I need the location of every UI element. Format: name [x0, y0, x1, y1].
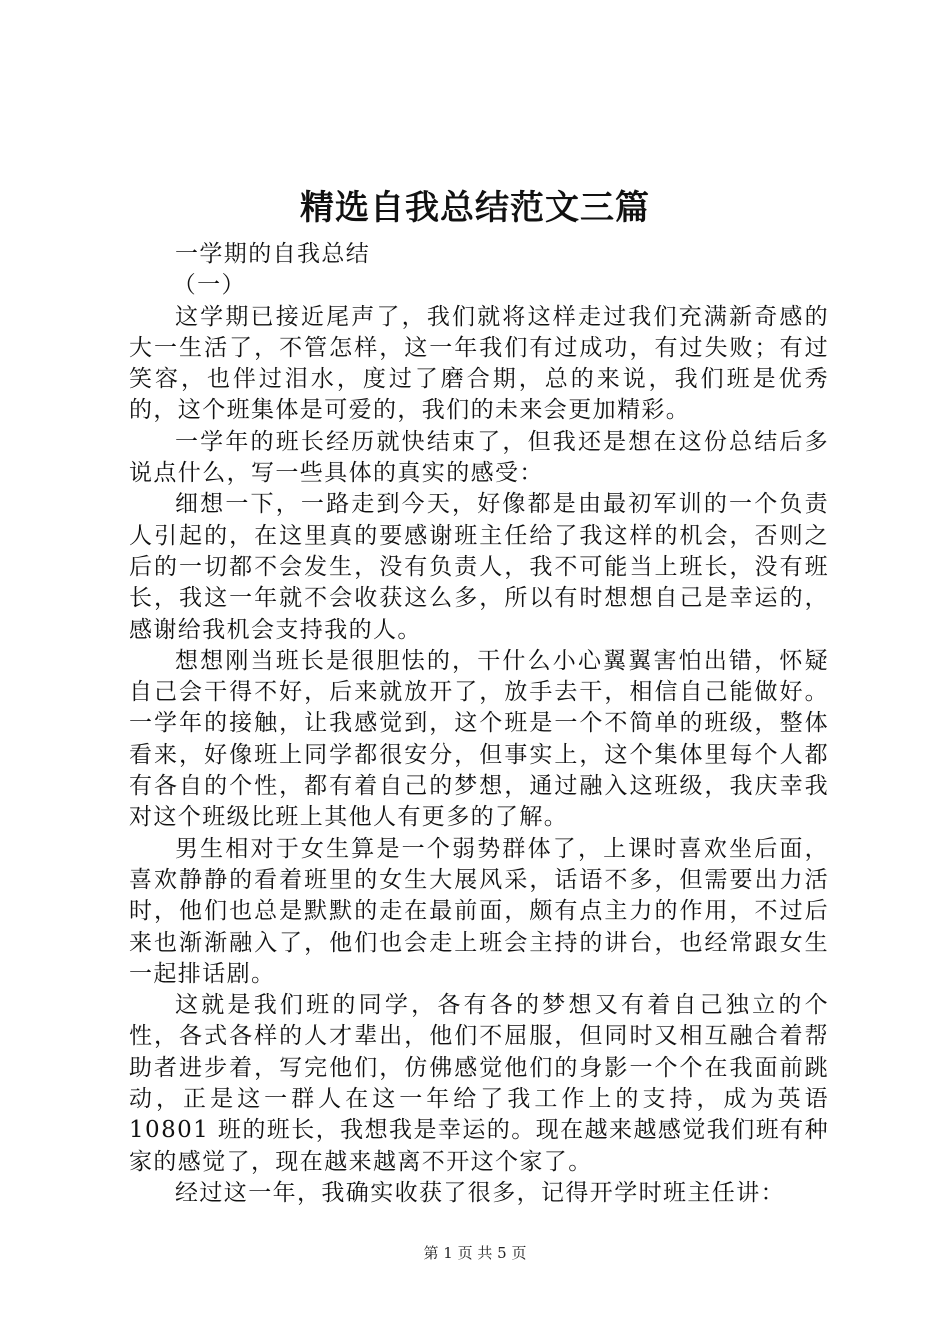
section-marker: （一） — [172, 272, 246, 299]
document-body — [129, 239, 829, 1209]
paragraph: 这就是我们班的同学，各有各的梦想又有着自己独立的个性，各式各样的人才辈出，他们不屈服，但同时又相互融合着帮助者进步着，写完他们，仿佛感觉他们的身影一个个在我面前跳动，正是这一群人在这一年给了我工作上的支持，成为英语 10801 班的班长，我想我是幸运的。现在越来越感觉我们班有种家的感觉了，现在越来越离不开这个家了。 — [129, 992, 829, 1175]
paragraph: 男生相对于女生算是一个弱势群体了，上课时喜欢坐后面，喜欢静静的看着班里的女生大展风采，话语不多，但需要出力活时，他们也总是默默的走在最前面，颇有点主力的作用，不过后来也渐渐融入了，他们也会走上班会主持的讲台，也经常跟女生一起排话剧。 — [129, 835, 829, 987]
paragraph: 细想一下，一路走到今天，好像都是由最初军训的一个负责人引起的，在这里真的要感谢班主任给了我这样的机会，否则之后的一切都不会发生，没有负责人，我不可能当上班长，没有班长，我这一年就不会收获这么多，所以有时想想自己是幸运的，感谢给我机会支持我的人。 — [129, 491, 829, 643]
paragraph: 这学期已接近尾声了，我们就将这样走过我们充满新奇感的大一生活了，不管怎样，这一年我们有过成功，有过失败；有过笑容，也伴过泪水，度过了磨合期，总的来说，我们班是优秀的，这个班集体是可爱的，我们的未来会更加精彩。 — [129, 303, 829, 424]
document-title: 精选自我总结范文三篇 — [300, 188, 650, 228]
paragraph: 想想刚当班长是很胆怯的，干什么小心翼翼害怕出错，怀疑自己会干得不好，后来就放开了，放手去干，相信自己能做好。一学年的接触，让我感觉到，这个班是一个不简单的班级，整体看来，好像班上同学都很安分，但事实上，这个集体里每个人都有各自的个性，都有着自己的梦想，通过融入这班级，我庆幸我对这个班级比班上其他人有更多的了解。 — [129, 647, 829, 831]
page-number-footer: 第 1 页 共 5 页 — [423, 1244, 527, 1262]
paragraph: 一学年的班长经历就快结束了，但我还是想在这份总结后多说点什么，写一些具体的真实的感受： — [129, 428, 829, 487]
paragraph: 经过这一年，我确实收获了很多，记得开学时班主任讲： — [175, 1179, 785, 1206]
subtitle: 一学期的自我总结 — [175, 241, 371, 267]
